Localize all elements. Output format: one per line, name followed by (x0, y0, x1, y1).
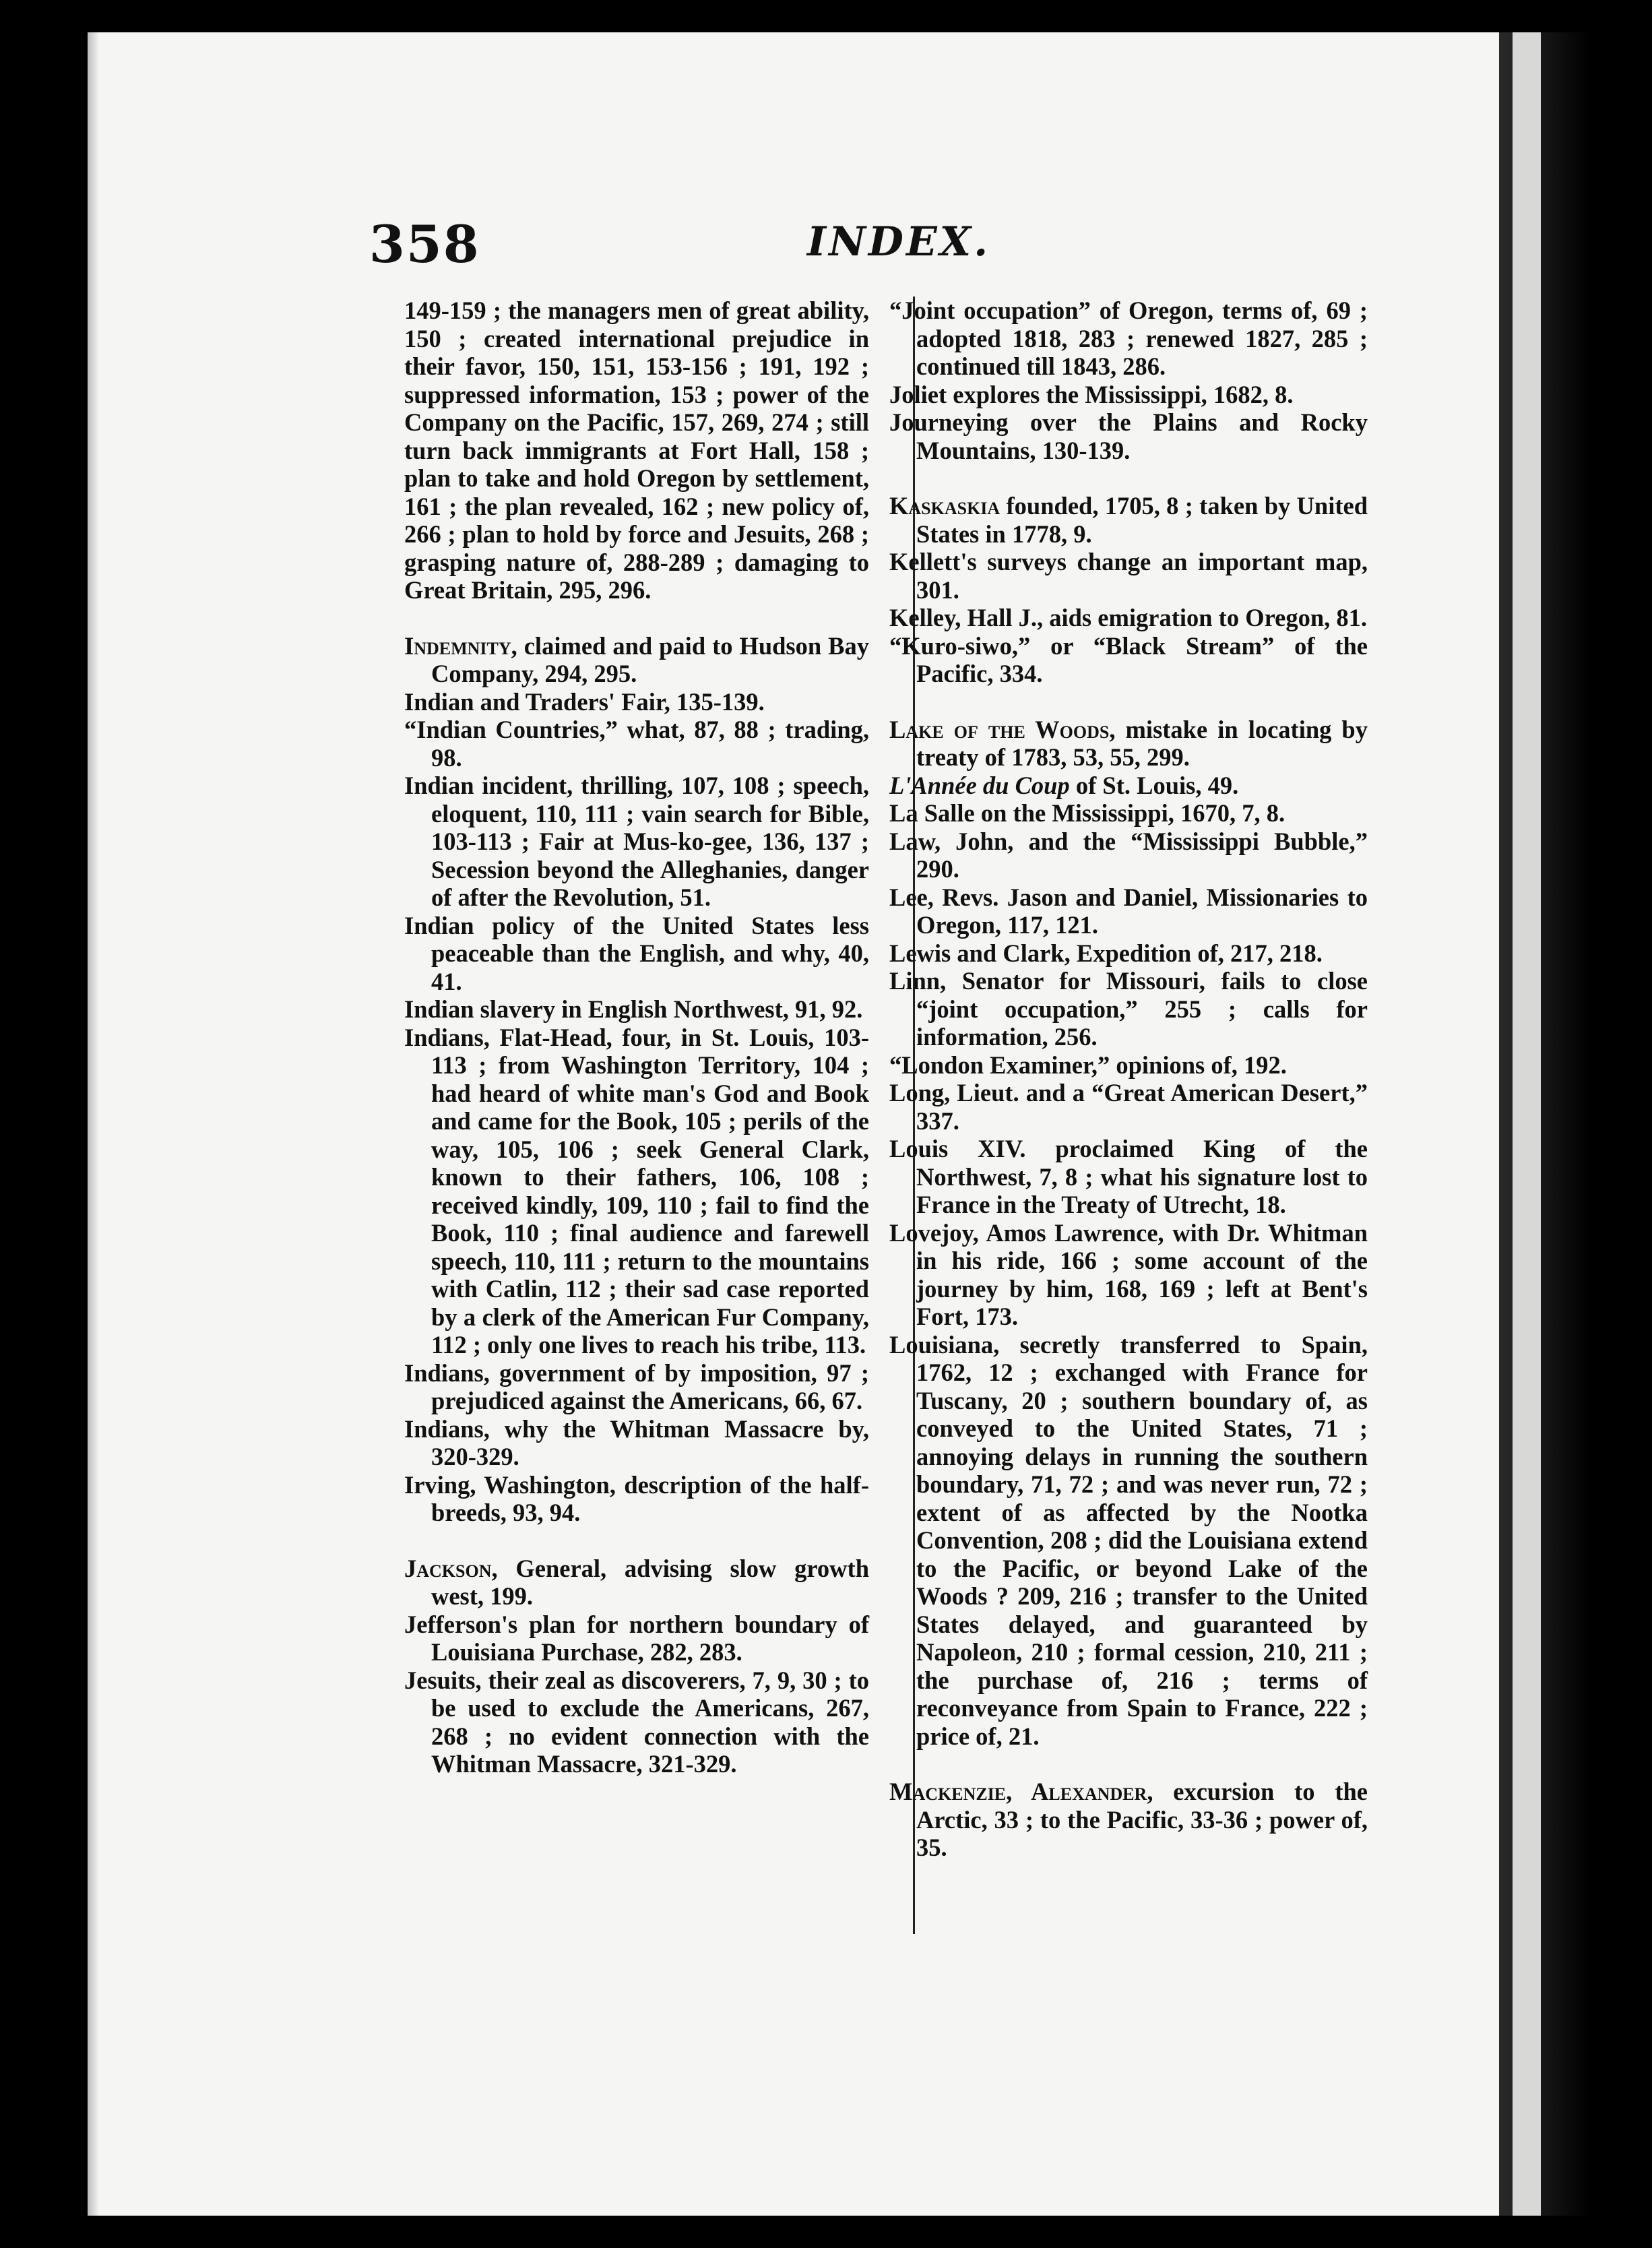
entry-text: , General, advising slow growth west, 199. (431, 1554, 869, 1610)
entry-text: , mistake in locating by treaty of 1783, 53, 55, 299. (916, 715, 1368, 771)
entry-heading: Kaskaskia (889, 492, 1000, 520)
page-edge-shadow (88, 32, 98, 2216)
index-entry: Louis XIV. proclaimed King of the Northwest, 7, 8 ; what his signature lost to France in the Treaty of Utrecht, 18. (889, 1135, 1368, 1218)
index-entry: Indians, why the Whitman Massacre by, 320-329. (404, 1414, 869, 1470)
entry-text: founded, 1705, 8 ; taken by United States in 1778, 9. (916, 492, 1368, 548)
entry-heading: Jackson (404, 1554, 492, 1582)
entry-text: , claimed and paid to Hudson Bay Company, 294, 295. (431, 631, 869, 687)
index-entry: Lewis and Clark, Expedition of, 217, 218. (889, 939, 1323, 967)
entry-heading: Lake of the Woods (889, 715, 1110, 743)
index-entry (889, 716, 1368, 772)
index-column-right (889, 296, 1368, 1862)
index-entry: “Indian Countries,” what, 87, 88 ; trading, 98. (404, 716, 869, 772)
index-entry: “Joint occupation” of Oregon, terms of, 69 ; adopted 1818, 283 ; renewed 1827, 285 ; continued till 1843, 286. (889, 296, 1368, 380)
index-entry: Jesuits, their zeal as discoverers, 7, 9, 30 ; to be used to exclude the Americans, 267, 268 ; no evident connection with the Whitman Massacre, 321-329. (404, 1666, 869, 1778)
index-entry: Law, John, and the “Mississippi Bubble,” 290. (889, 827, 1368, 883)
index-entry: Kellett's surveys change an important map, 301. (889, 548, 1368, 604)
page-number: 358 (369, 214, 480, 274)
index-entry (404, 632, 869, 688)
index-entry: Lovejoy, Amos Lawrence, with Dr. Whitman in his ride, 166 ; some account of the journey by him, 168, 169 ; left at Bent's Fort, 173. (889, 1218, 1368, 1330)
index-column-left (404, 296, 869, 1778)
index-entry: Indian and Traders' Fair, 135-139. (404, 687, 765, 716)
index-entry: Indians, Flat-Head, four, in St. Louis, 103-113 ; from Washington Territory, 104 ; had heard of white man's God and Book and came for the Book, 105 ; perils of the way, 105, 106 ; seek General Clark, known to their fathers, 106, 108 ; received kindly, 109, 110 ; fail to find the Book, 110 ; final audience and farewell speech, 110, 111 ; return to the mountains with Catlin, 112 ; their sad case reported by a clerk of the American Fur Company, 112 ; only one lives to reach his tribe, 113. (404, 1023, 869, 1359)
index-entry: Indian policy of the United States less peaceable than the English, and why, 40, 41. (404, 911, 869, 995)
index-entry: Long, Lieut. and a “Great American Desert,” 337. (889, 1079, 1368, 1135)
facing-page-edge (1513, 32, 1541, 2216)
index-entry: Lee, Revs. Jason and Daniel, Missionaries to Oregon, 117, 121. (889, 883, 1368, 939)
index-entry: Louisiana, secretly transferred to Spain, 1762, 12 ; exchanged with France for Tuscany, 20 ; southern boundary of, as conveyed to the United States, 71 ; annoying delays in running the southern boundary, 71, 72 ; and was never run, 72 ; extent of as affected by the Nootka Convention, 208 ; did the Louisiana extend to the Pacific, or beyond Lake of the Woods ? 209, 216 ; transfer to the United States delayed, and guaranteed by Napoleon, 210 ; formal cession, 210, 211 ; the purchase of, 216 ; terms of reconveyance from Spain to France, 222 ; price of, 21. (889, 1330, 1368, 1750)
page-header (369, 214, 1312, 275)
index-entry: Kelley, Hall J., aids emigration to Oregon, 81. (889, 604, 1368, 631)
index-entry: “London Examiner,” opinions of, 192. (889, 1051, 1287, 1079)
entry-heading: Indemnity (404, 631, 511, 660)
entry-text: of St. Louis, 49. (1069, 771, 1239, 799)
entry-heading: L'Année du Coup (889, 771, 1070, 799)
index-entry: Linn, Senator for Missouri, fails to close “joint occupation,” 255 ; calls for information, 256. (889, 967, 1368, 1051)
index-entry: Indians, government of by imposition, 97 ; prejudiced against the Americans, 66, 67. (404, 1359, 869, 1414)
index-entry: Irving, Washington, description of the half-breeds, 93, 94. (404, 1470, 869, 1526)
running-head: INDEX. (807, 218, 991, 266)
index-entry (889, 492, 1368, 548)
index-entry: Indian slavery in English Northwest, 91, 92. (404, 995, 863, 1023)
index-entry: La Salle on the Mississippi, 1670, 7, 8. (889, 799, 1285, 827)
index-entry (889, 772, 1368, 800)
entry-heading: Mackenzie, Alexander (889, 1778, 1147, 1805)
entry-text: , excursion to the Arctic, 33 ; to the Pacific, 33-36 ; power of, 35. (916, 1778, 1368, 1861)
index-entry: Joliet explores the Mississippi, 1682, 8. (889, 380, 1294, 408)
index-entry: 149-159 ; the managers men of great ability, 150 ; created international prejudice in their favor, 150, 151, 153-156 ; 191, 192 ; suppressed information, 153 ; power of the Company on the Pacific, 157, 269, 274 ; still turn back immigrants at Fort Hall, 158 ; plan to take and hold Oregon by settlement, 161 ; the plan revealed, 162 ; new policy of, 266 ; plan to hold by force and Jesuits, 268 ; grasping nature of, 288-289 ; damaging to Great Britain, 295, 296. (404, 296, 869, 604)
index-entry: Journeying over the Plains and Rocky Mountains, 130-139. (889, 408, 1368, 464)
index-entry: Indian incident, thrilling, 107, 108 ; speech, eloquent, 110, 111 ; vain search for Bible, 103-113 ; Fair at Mus-ko-gee, 136, 137 ; Secession beyond the Alleghanies, danger of after the Revolution, 51. (404, 772, 869, 911)
index-entry (404, 1555, 869, 1611)
index-entry: “Kuro-siwo,” or “Black Stream” of the Pacific, 334. (889, 631, 1368, 687)
index-entry: Jefferson's plan for northern boundary of Louisiana Purchase, 282, 283. (404, 1610, 869, 1666)
index-entry (889, 1778, 1368, 1862)
